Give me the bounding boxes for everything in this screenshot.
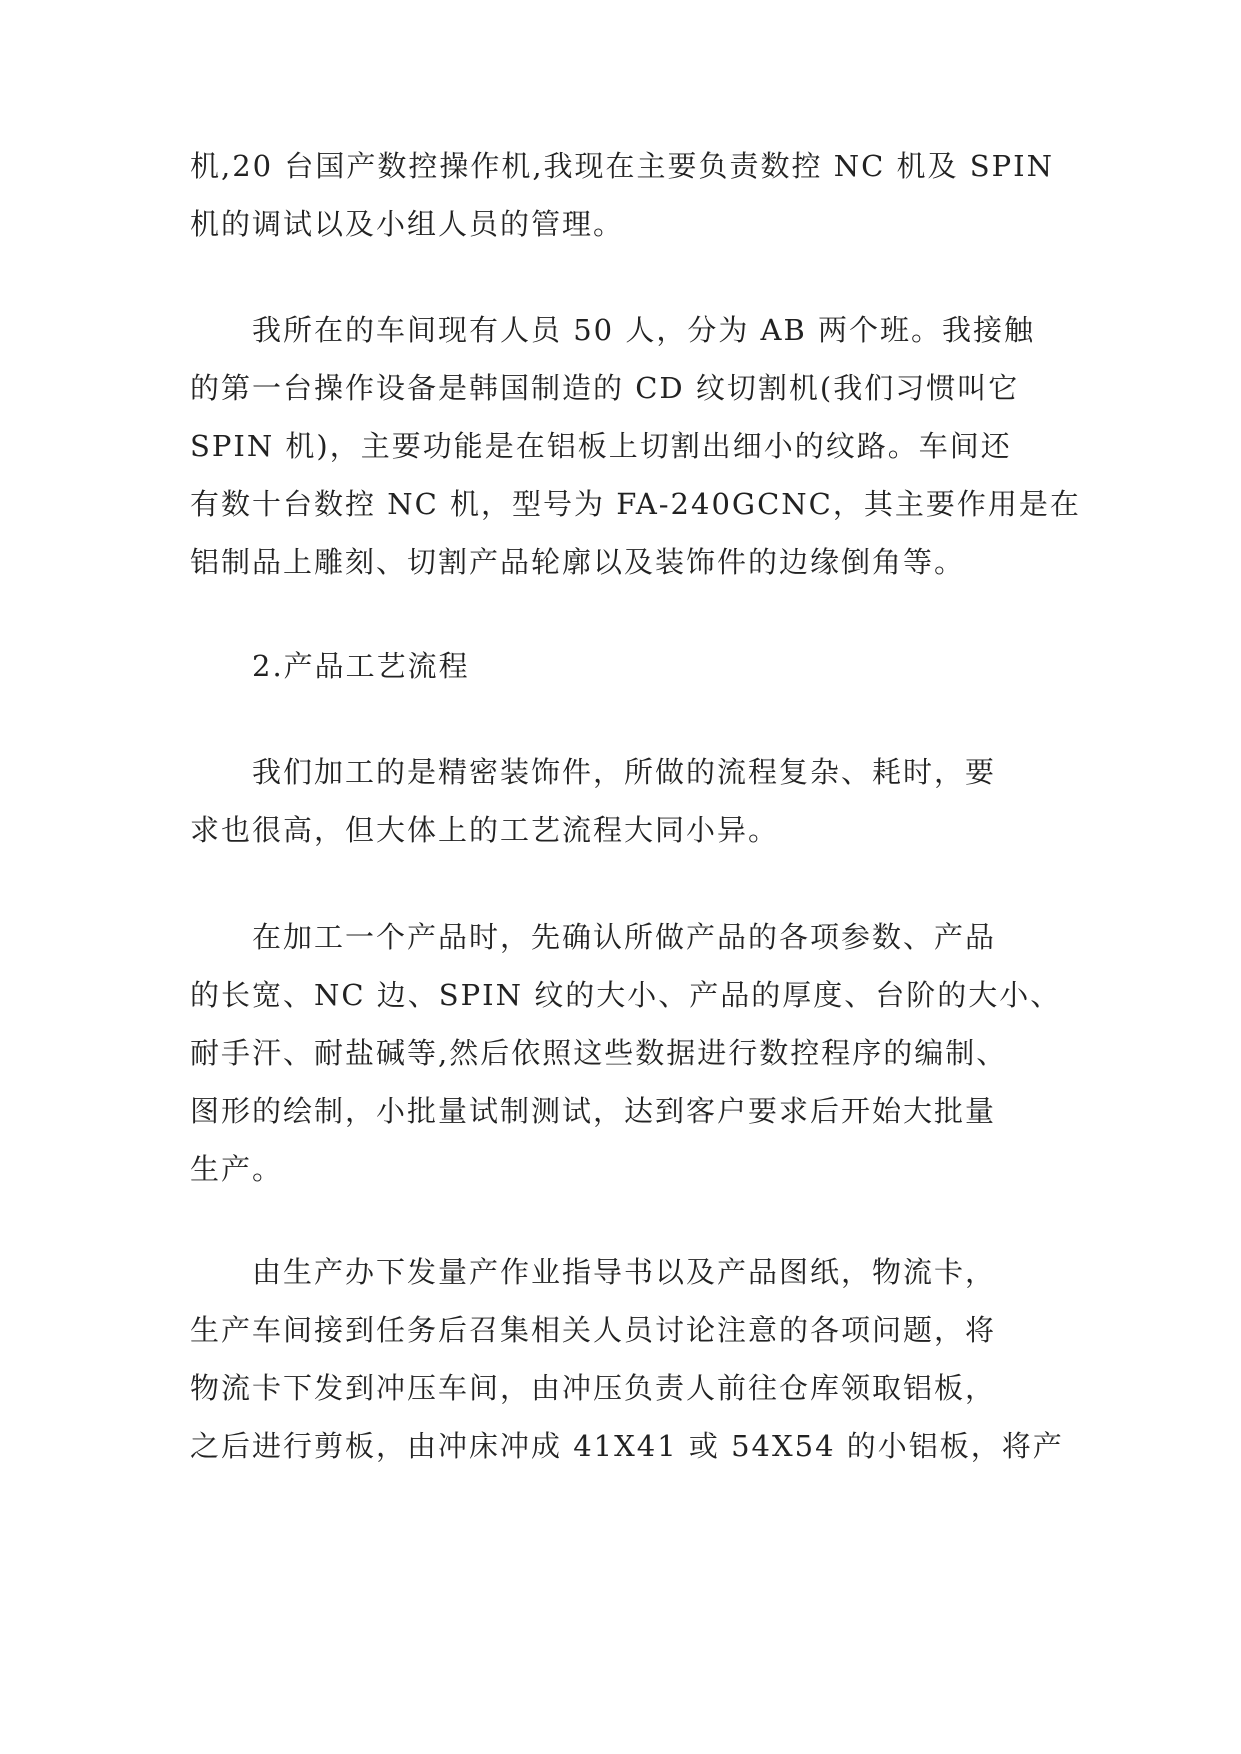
paragraph-1 [190,137,1065,253]
text-line: 由生产办下发量产作业指导书以及产品图纸，物流卡， [252,1255,997,1289]
paragraph-3 [190,743,1065,859]
text-line: SPIN 机)，主要功能是在铝板上切割出细小的纹路。车间还 [190,429,1012,463]
paragraph-2 [190,301,1081,591]
section-heading-text: 2.产品工艺流程 [252,649,470,683]
text-line: 铝制品上雕刻、切割产品轮廓以及装饰件的边缘倒角等。 [190,545,966,579]
text-line: 之后进行剪板，由冲床冲成 41X41 或 54X54 的小铝板，将产 [190,1429,1064,1463]
text-line: 机,20 台国产数控操作机,我现在主要负责数控 NC 机及 SPIN [190,149,1054,183]
section-heading [190,637,1065,695]
text-line: 生产。 [190,1152,284,1186]
text-line: 机的调试以及小组人员的管理。 [190,207,625,241]
text-line: 的第一台操作设备是韩国制造的 CD 纹切割机(我们习惯叫它 [190,371,1020,405]
text-line: 耐手汗、耐盐碱等,然后依照这些数据进行数控程序的编制、 [190,1036,1008,1070]
text-line: 在加工一个产品时，先确认所做产品的各项参数、产品 [252,920,997,954]
text-line: 我所在的车间现有人员 50 人，分为 AB 两个班。我接触 [252,313,1036,347]
paragraph-4 [190,908,1065,1198]
text-line: 有数十台数控 NC 机，型号为 FA-240GCNC，其主要作用是在 [190,487,1081,521]
text-line: 的长宽、NC 边、SPIN 纹的大小、产品的厚度、台阶的大小、 [190,978,1062,1012]
text-line: 我们加工的是精密装饰件，所做的流程复杂、耗时，要 [252,755,997,789]
text-line: 生产车间接到任务后召集相关人员讨论注意的各项问题，将 [190,1313,997,1347]
text-line: 物流卡下发到冲压车间，由冲压负责人前往仓库领取铝板， [190,1371,997,1405]
text-line: 求也很高，但大体上的工艺流程大同小异。 [190,813,780,847]
text-line: 图形的绘制，小批量试制测试，达到客户要求后开始大批量 [190,1094,997,1128]
paragraph-5 [190,1243,1065,1475]
